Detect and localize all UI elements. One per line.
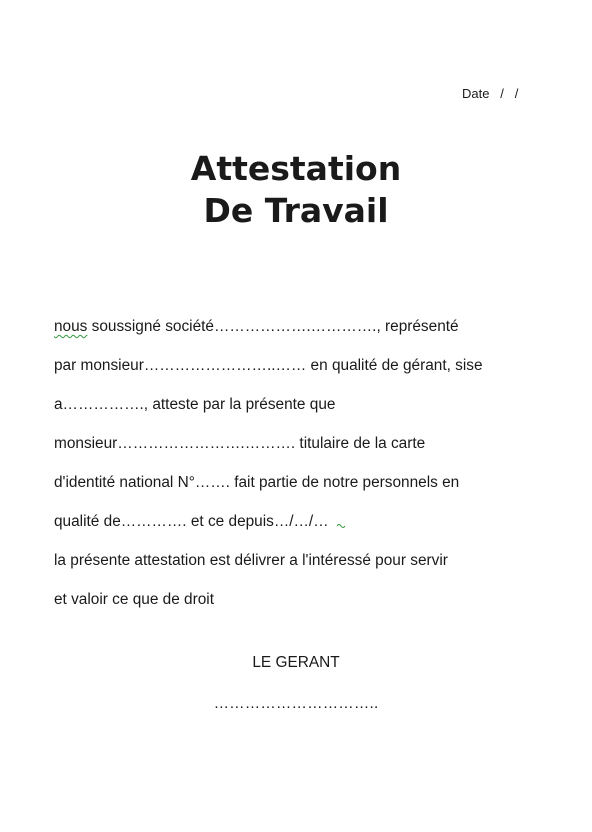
date-line[interactable]: Date / / xyxy=(462,86,519,101)
title-line-2: De Travail xyxy=(203,191,389,230)
document-title xyxy=(0,148,592,232)
signature-label: LE GERANT xyxy=(252,654,340,671)
body-line-4: monsieur…………………….………. titulaire de la carte xyxy=(54,435,426,452)
signature-line[interactable]: ………………………….. xyxy=(213,695,379,712)
spellcheck-squiggle-icon xyxy=(337,523,345,529)
spellcheck-flagged-word[interactable]: nous xyxy=(54,318,88,335)
body-line-1-text: soussigné société……………….…………., représenté xyxy=(87,318,459,335)
body-line-5: d'identité national N°……. fait partie de notre personnels en xyxy=(54,474,460,491)
body-line-1 xyxy=(54,307,554,346)
attestation-body[interactable] xyxy=(54,307,554,619)
body-line-7: la présente attestation est délivrer a l'intéressé pour servir xyxy=(54,552,448,569)
title-line-1: Attestation xyxy=(190,149,402,188)
body-line-8: et valoir ce que de droit xyxy=(54,591,214,608)
body-line-6 xyxy=(54,502,554,541)
body-line-2: par monsieur……………………..…… en qualité de gérant, sise xyxy=(54,357,483,374)
body-line-3: a……………., atteste par la présente que xyxy=(54,396,336,413)
body-line-6-text: qualité de…………. et ce depuis…/…/… xyxy=(54,513,329,530)
